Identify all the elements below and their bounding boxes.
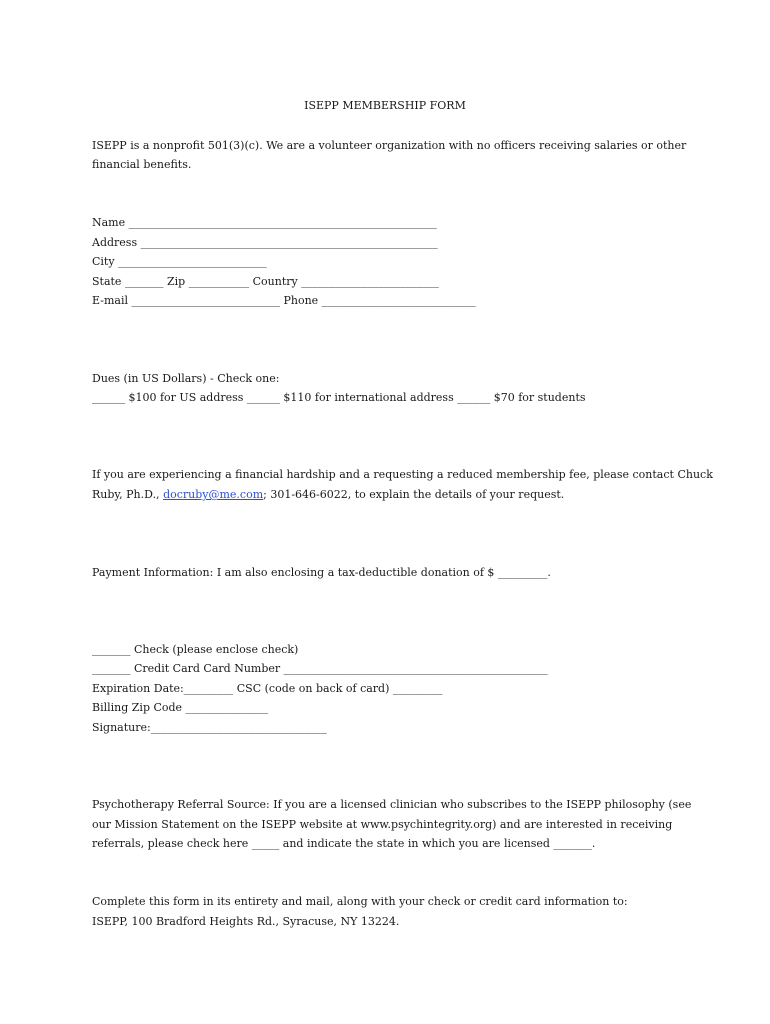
referral-line-3[interactable]: referrals, please check here _____ and indicate the state in which you are licensed _______.: [92, 837, 596, 850]
referral-line-1: Psychotherapy Referral Source: If you are a licensed clinician who subscribes to the ISEPP philosophy (see: [92, 798, 692, 811]
dues-heading: Dues (in US Dollars) - Check one:: [92, 372, 280, 385]
intro-line-1: ISEPP is a nonprofit 501(3)(c). We are a volunteer organization with no officers receiving salaries or other: [92, 139, 687, 152]
closing-line-1: Complete this form in its entirety and mail, along with your check or credit card information to:: [92, 895, 628, 908]
mailing-address: ISEPP, 100 Bradford Heights Rd., Syracuse, NY 13224.: [92, 915, 400, 928]
city-field[interactable]: City ___________________________: [92, 255, 267, 268]
credit-card-option[interactable]: _______ Credit Card Card Number ________________________________________________: [92, 662, 548, 675]
referral-line-2: our Mission Statement on the ISEPP website at www.psychintegrity.org) and are interested in receiving: [92, 818, 673, 831]
signature-field[interactable]: Signature:________________________________: [92, 721, 327, 734]
page-title: ISEPP MEMBERSHIP FORM: [304, 99, 466, 112]
dues-options[interactable]: ______ $100 for US address ______ $110 for international address ______ $70 for students: [92, 391, 586, 404]
payment-info[interactable]: Payment Information: I am also enclosing a tax-deductible donation of $ _________.: [92, 566, 551, 579]
hardship-line-2-suffix: ; 301-646-6022, to explain the details of your request.: [263, 488, 565, 501]
check-option[interactable]: _______ Check (please enclose check): [92, 643, 299, 656]
state-zip-country-fields[interactable]: State _______ Zip ___________ Country _________________________: [92, 275, 439, 288]
name-field[interactable]: Name ________________________________________________________: [92, 216, 437, 229]
address-field[interactable]: Address ______________________________________________________: [92, 236, 438, 249]
email-phone-fields[interactable]: E-mail ___________________________ Phone ____________________________: [92, 294, 476, 307]
hardship-line-1: If you are experiencing a financial hardship and a requesting a reduced membership fee, please contact Chuck: [92, 468, 713, 481]
contact-email-link[interactable]: docruby@me.com: [163, 488, 264, 501]
hardship-line-2-prefix: Ruby, Ph.D.,: [92, 488, 164, 501]
intro-line-2: financial benefits.: [92, 158, 192, 171]
expiration-csc-fields[interactable]: Expiration Date:_________ CSC (code on back of card) _________: [92, 682, 443, 695]
hardship-line-2: [92, 488, 564, 502]
billing-zip-field[interactable]: Billing Zip Code _______________: [92, 701, 269, 714]
